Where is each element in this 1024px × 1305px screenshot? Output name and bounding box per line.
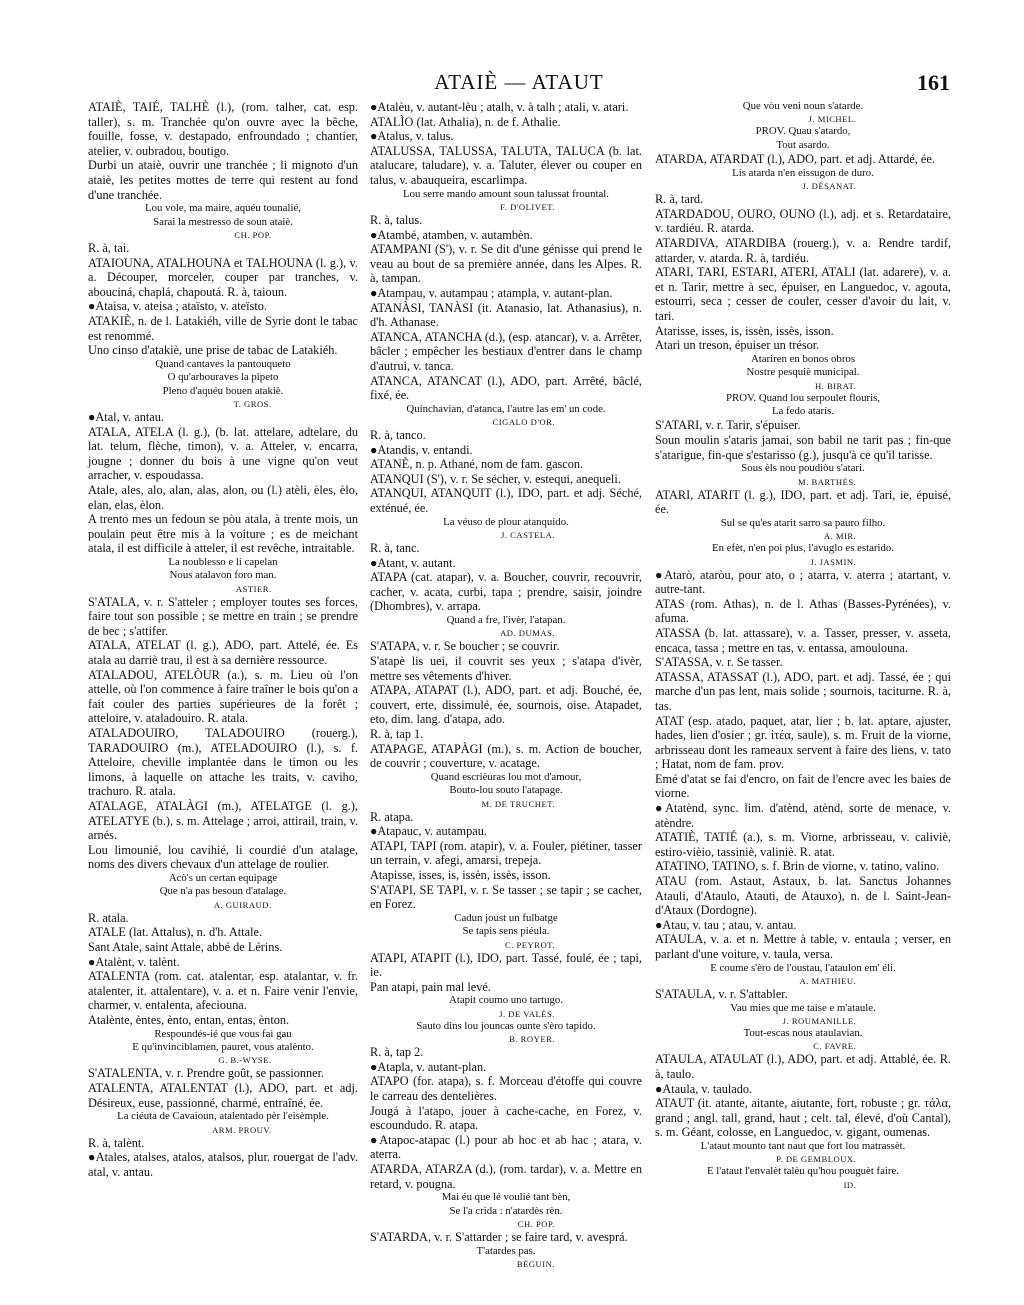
dictionary-entry: ATALAGE, ATALÀGI (m.), ATELATGE (l. g.), ATELATYE (b.), s. m. Attelage ; arroi, attirail, train, v. arnés. [88,799,359,843]
quotation-line: Quand a fre, l'ivèr, l'atapan. [446,614,566,627]
dictionary-entry: ATAT (esp. atado, paquet, atar, lier ; b. lat. aptare, ajuster, hades, lien d'osier ; gr. ἰτέα, saule), s. m. Fruit de la viorne, arbrisseau dont les rameaux servent à faire des liens, v. tato ; Hatat, nom de fam. prov. [655,713,951,772]
quotation-source: J. DÉSANAT. [802,181,857,192]
dictionary-entry: ATALADOUIRO, TALADOUIRO (rouerg.), TARADOUIRO (m.), ATELADOUIRO (l.), s. f. Atteloire, cheville implantée dans le timon ou les limons, à laquelle on attache les traits, v. caviho, trachuro. R. atala. [88,726,358,799]
page-header [88,70,950,96]
dictionary-entry: ATAKIÈ, n. de l. Latakiéh, ville de Syrie dont le tabac est renommé. [88,313,358,343]
dictionary-entry: R. à, tai. [88,240,130,255]
dictionary-entry: R. à, tap 2. [370,1045,424,1060]
quotation-source: BÉGUIN. [516,1258,555,1269]
quotation-source: T. GROS. [233,398,272,409]
quotation-line: Nostre pesquiè municipal. [746,366,860,379]
column-middle [370,100,642,1270]
quotation-source: J. JASMIN. [810,556,857,567]
dictionary-entry: S'ATARDA, v. r. S'attarder ; se faire tard, v. avesprá. [370,1229,628,1244]
quotation-source: A. MATHIEU. [799,976,857,986]
quotation-line: Quinchavian, d'atanca, l'autre las em' un code. [406,402,606,415]
dictionary-entry: Durbi un ataiè, ouvrir une tranchée ; li mignoto d'un ataiè, les petites mottes de terre qui restent au fond d'une tranchée. [88,158,358,202]
dictionary-entry: ●Atapauc, v. autampau. [370,824,487,839]
dictionary-entry: ●Atales, atalses, atalos, atalsos, plur. rouergat de l'adv. atal, v. antau. [88,1150,358,1179]
dictionary-entry: S'ATAPA, v. r. Se boucher ; se couvrir. [370,639,560,654]
dictionary-entry: S'atapè lis uei, il couvrit ses yeux ; s'atapa d'ivèr, mettre ses vêtements d'hiver. [370,654,642,683]
column-left [88,100,358,1179]
quotation-line: Atariren en bonos obros [750,352,856,365]
dictionary-entry: ATAU (rom. Astaut, Astaux, b. lat. Sanctus Johannes Atauli, d'Ataulo, Atauti, de Atauxo), n. de l. Saint-Jean-d'Ataux (Dordogne). [655,874,951,918]
dictionary-entry: ATALA, ATELAT (l. g.), ADO, part. Attelé, ée. Es atala au darriè trau, il est à sa dernière ressource. [88,638,358,668]
dictionary-entry: Atale, ales, alo, alan, alas, alon, ou (l.) atèli, èles, èlo, elan, elas, èlon. [88,482,358,512]
dictionary-entry: ATANÈ, n. p. Athané, nom de fam. gascon. [370,457,584,472]
quotation-source: J. CASTELA. [501,530,555,541]
quotation-line: PROV. Quand lou serpoulet flouris, [726,391,880,404]
dictionary-entry: ATARI, TARI, ESTARI, ATERI, ATALI (lat. adarere), v. a. et n. Tarir, mettre à sec, épuiser, en Languedoc, v. agouta, estourri, seca ; cesser de couler, cesser d'avoir du lait, v. tari. [655,265,951,323]
quotation-line: Se tapis sens piéula. [462,925,550,938]
quotation-line: Respoundés-ié que vous fai gau [154,1027,292,1040]
dictionary-entry: ATATINO, TATINO, s. f. Brin de viorne, v. tatino, valino. [655,859,940,874]
dictionary-entry: ●Atapla, v. autant-plan. [370,1059,487,1074]
quotation-line: PROV. Quau s'atardo, [755,125,851,138]
dictionary-entry: ●Atambé, atamben, v. autambèn. [370,227,533,242]
dictionary-entry: ●Atant, v. autant. [370,555,456,570]
quotation-source: P. DE GEMBLOUX. [776,1154,857,1165]
quotation-source: M. DE TRUCHET. [481,798,555,809]
dictionary-entry: S'ATARI, v. r. Tarir, s'épuiser. [655,418,801,433]
dictionary-entry: ATAULA, ATAULAT (l.), ADO, part. et adj. Attablé, ée. R. à, taulo. [655,1052,951,1081]
dictionary-entry: ATAS (rom. Athas), n. de l. Athas (Basses-Pyrénées), v. afuma. [655,596,951,626]
dictionary-entry: S'ATASSA, v. r. Se tasser. [655,655,783,670]
dictionary-entry: ATANÀSI, TANÀSI (it. Atanasio, lat. Athanasius), n. d'h. Athanase. [370,300,642,330]
dictionary-entry: ATAULA, v. a. et n. Mettre à table, v. entaula ; verser, en parlant d'une voiture, v. taula, versa. [655,932,951,961]
dictionary-entry: S'ATAPI, SE TAPI, v. r. Se tasser ; se tapir ; se cacher, en Forez. [370,882,642,912]
quotation-line: E qu'invinciblamen, pauret, vous atalènto. [132,1040,314,1053]
quotation-line: Quand escrièuras lou mot d'amour, [430,770,582,783]
dictionary-entry: R. à, tard. [655,192,704,207]
quotation-line: Se l'a crida : n'atardès rèn. [449,1204,563,1217]
dictionary-entry: ATARDA, ATARDAT (l.), ADO, part. et adj. Attardé, ée. [655,152,935,167]
dictionary-entry: ATAPA, ATAPAT (l.), ADO, part. et adj. Bouché, ée, couvert, erte, dissimulé, ée, sournois, oise. Atapadet, eto, dim. lang. d'atapa, ado. [370,683,642,727]
dictionary-entry: ●Atal, v. antau. [88,409,164,424]
dictionary-entry: ●Ataisa, v. ateisa ; ataïsto, v. ateïsto. [88,299,267,314]
quotation-source: CH. POP. [234,229,272,240]
dictionary-entry: R. à, talènt. [88,1135,145,1150]
quotation-source: A. MIR. [823,531,857,542]
dictionary-entry: ATARDIVA, ATARDIBA (rouerg.), v. a. Rendre tardif, attarder, v. atarda. R. à, tardiéu. [655,236,951,265]
dictionary-entry: ●Atampau, v. autampau ; atampla, v. autant-plan. [370,285,613,300]
dictionary-entry: R. à, tanco. [370,428,426,443]
quotation-line: Que n'a pas besoun d'atalage. [159,885,287,898]
dictionary-entry: ATASSA, ATASSAT (l.), ADO, part. et adj. Tassé, ée ; qui marche d'un pas lent, mais solide ; sournois, taciturne. R. à, tas. [655,669,951,713]
quotation-line: Nous atalavon foro man. [169,569,277,582]
quotation-line: Sauto dins lou jouncas ounte s'èro tapido. [416,1019,596,1032]
quotation-line: Mai éu que lé voulié tant bèn, [441,1191,571,1204]
dictionary-entry: ATALADOU, ATELÒUR (a.), s. m. Lieu où l'on attelle, où l'on commence à faire traîner le bois qu'on a fait couler des parties supérieures de la forêt ; atteloire, v. ataladouiro. R. atala. [88,667,358,726]
dictionary-entry: ATALE (lat. Attalus), n. d'h. Attale. [88,925,263,940]
dictionary-entry: ATAPO (for. atapa), s. f. Morceau d'étoffe qui couvre le carreau des dentelières. [370,1074,642,1103]
dictionary-entry: R. à, talus. [370,212,423,227]
quotation-line: Quand cantaves la pantouqueto [155,357,291,370]
quotation-line: T'atardes pas. [476,1244,536,1257]
dictionary-entry: ●Atau, v. tau ; atau, v. antau. [655,917,797,932]
dictionary-entry: R. à, tanc. [370,541,420,556]
quotation-line: E coume s'èro de l'oustau, l'ataulon em' éli. [710,961,896,974]
dictionary-entry: Jougá à l'atapo, jouer à cache-cache, en Forez, v. escoundudo. R. atapa. [370,1103,642,1133]
dictionary-entry: Uno cinso d'atakiè, une prise de tabac de Latakiéh. [88,343,338,358]
dictionary-entry: Soun moulin s'ataris jamai, son babil ne tarit pas ; fin-que s'atarigue, fin-que s'estarisso (g.), jusqu'à ce qu'il tarisse. [655,432,951,462]
dictionary-entry: ATANQUI, ATANQUIT (l.), IDO, part. et adj. Séché, exténué, ée. [370,486,642,516]
quotation-source: F. D'OLIVET. [500,201,555,212]
dictionary-entry: ●Atalèu, v. autant-lèu ; atalh, v. à talh ; atali, v. atari. [370,100,629,114]
dictionary-entry: Sant Atale, saint Attale, abbé de Lérins. [88,939,283,954]
quotation-source: J. MICHEL. [808,114,857,125]
dictionary-entry: ATAPI, TAPI (rom. atapir), v. a. Fouler, piétiner, tasser un terrain, v. afegi, amarsi, trepeja. [370,838,642,868]
quotation-source: CIGALO D'OR. [492,417,555,428]
quotation-line: La véuso de plour atanquido. [443,515,569,528]
dictionary-entry: ATALUSSA, TALUSSA, TALUTA, TALUCA (b. lat. atalucare, taludare), v. a. Taluter, élever ou couper en talus, v. abauqueira, escarlimpa. [370,143,642,187]
dictionary-entry: ATANQUI (S'), v. r. Se sécher, v. estequi, anequeli. [370,471,621,486]
dictionary-entry: ATARI, ATARIT (l. g.), IDO, part. et adj. Tari, ie, épuisé, ée. [655,487,951,517]
dictionary-entry: ATALÌO (lat. Athalia), n. de f. Athalie. [370,114,561,129]
dictionary-entry: Lou limounié, lou cavihié, li courdié d'un atalage, noms des divers chevaux d'un attelage de roulier. [88,842,358,872]
quotation-line: La ciéuta de Cavaioun, atalentado pèr l'eisèmple. [117,1110,329,1123]
dictionary-entry: Atari un treson, épuiser un trésor. [655,338,820,353]
dictionary-entry: Atarisse, isses, is, issèn, issès, isson. [655,323,834,338]
dictionary-entry: ●Atalus, v. talus. [370,129,454,144]
quotation-source: M. BARTHÉS. [798,476,857,487]
dictionary-entry: ATASSA (b. lat. attassare), v. a. Tasser, presser, v. asseta, encaca, tassa ; mettre en tas, v. entassa, amoulouna. [655,625,951,655]
quotation-line: Que vòu veni noun s'atarde. [742,100,864,112]
dictionary-entry: ATAIOUNA, ATALHOUNA et TALHOUNA (l. g.), v. a. Découper, morceler, couper par tranches, v. abouciná, chaplá, chapoutá. R. à, taioun. [88,255,358,299]
quotation-source: ARM. PROUV. [212,1124,272,1135]
dictionary-entry: ●Atarò, ataròu, pour ato, o ; atarra, v. aterra ; atartant, v. autre-tant. [655,567,951,597]
dictionary-entry: ATAPAGE, ATAPÀGI (m.), s. m. Action de boucher, de couvrir ; couverture, v. acatage. [370,741,642,771]
quotation-line: La fedo atarís. [771,404,835,417]
quotation-line: Lou serre mando amount soun talussat frountal. [403,187,609,200]
dictionary-entry: ATAPI, ATAPIT (l.), IDO, part. Tassé, foulé, ée ; tapi, ie. [370,950,642,980]
column-right [655,100,951,1191]
dictionary-entry: Emé d'atat se fai d'encro, on fait de l'encre avec les baies de viorne. [655,771,951,801]
dictionary-entry: ATAUT (it. atante, aitante, aiutante, fort, robuste ; gr. τάλα, grand ; angl. tall, grand, haut ; celt. tal, élevé, d'où Cantal), s. m. Géant, colosse, en Languedoc, v. gigant, oumenas. [655,1096,951,1140]
dictionary-entry: Pan atapi, pain mal levé. [370,979,491,994]
dictionary-entry: ATAMPANI (S'), v. r. Se dit d'une génisse qui prend le veau au bout de sa première année, dans les Alpes. R. à, tampan. [370,242,642,286]
quotation-line: Sous èls nou poudiòu s'atari. [741,462,865,475]
dictionary-entry: A trento mes un fedoun se pòu atala, à trente mois, un poulain peut être mis à la voiture ; es de meichant atala, il est difficile à atteler, il est revêche, intraitable. [88,512,358,556]
quotation-source: G. B.-WYSE. [218,1055,272,1066]
dictionary-entry: ●Atatènd, sync. lim. d'atènd, atènd, sorte de menace, v. atèndre. [655,801,951,830]
quotation-line: Tout asardo. [776,138,830,151]
quotation-line: Sul se qu'es atarit sarro sa pauro filho. [720,516,886,529]
quotation-line: E l'ataut l'envalèt talèu qu'hou pouguèt faire. [706,1165,899,1178]
quotation-line: Sarai la mestresso de soun ataiè. [153,215,293,228]
dictionary-entry: Atalènte, èntes, ènto, entan, entas, ènton. [88,1012,290,1027]
quotation-line: L'ataut mounto tant naut que fort lou matrassèt. [700,1139,906,1152]
dictionary-entry: ATARDA, ATARZA (d.), (rom. tardar), v. a. Mettre en retard, v. pougna. [370,1161,642,1191]
dictionary-entry: ●Atandis, v. entandi. [370,442,473,457]
quotation-line: En efèt, n'en poi plus, l'avuglo es estarido. [712,542,894,555]
dictionary-entry: ATALA, ATELA (l. g.), (b. lat. attelare, adtelare, du lat. telum, flèche, timon), v. a. Atteler, v. encarra, jougne ; donner du bois à une vigne qu'on veut arracher, v. espoudassa. [88,424,358,483]
dictionary-entry: ●Atalènt, v. talènt. [88,954,180,969]
quotation-source: AD. DUMAS. [500,628,555,639]
quotation-line: Cadun joust un fulbatge [454,911,558,924]
dictionary-entry: S'ATAULA, v. r. S'attabler. [655,987,788,1001]
dictionary-entry: S'ATALA, v. r. S'atteler ; employer toutes ses forces, faire tout son possible ; se mettre en train ; se prendre de bec ; s'attifer. [88,594,358,638]
quotation-source: ID. [843,1179,857,1190]
running-title: ATAIÈ — ATAUT [434,70,604,94]
dictionary-entry: ATANCA, ATANCHA (d.), (esp. atancar), v. a. Arrêter, bâcler ; empêcher les bestiaux d'entrer dans le champ d'autrui, v. tanca. [370,329,642,373]
dictionary-entry: R. atapa. [370,809,414,824]
quotation-source: CH. POP. [517,1218,555,1229]
dictionary-entry: ATARDADOU, OURO, OUNO (l.), adj. et s. Retardataire, v. tardiéu. R. atarda. [655,206,951,236]
dictionary-entry: ATAIÈ, TAIÉ, TALHÈ (l.), (rom. talher, cat. esp. taller), s. m. Tranchée qu'on ouvre avec la bêche, fouille, fosse, v. destapado, enfroundado ; chantier, atelier, v. oubradou, boutigo. [88,100,358,158]
quotation-line: Tout-escas nous ataulavian. [743,1027,863,1039]
quotation-source: C. PEYROT. [505,939,555,950]
dictionary-entry: ATALENTA, ATALENTAT (l.), ADO, part. et adj. Désireux, euse, passionné, charmé, entraîné, ée. [88,1080,358,1110]
quotation-line: Lis atarda n'en eissugon de duro. [732,166,874,179]
quotation-source: ASTIER. [235,583,272,594]
quotation-source: J. DE VALÈS. [499,1008,555,1019]
quotation-line: O qu'arbouraves la pipeto [167,371,279,384]
quotation-line: Acò's un certan equipage [168,871,278,884]
dictionary-entry: ATATIÈ, TATIÉ (a.), s. m. Viorne, arbrisseau, v. caliviè, estiro-vièio, tassiniè, valiniè. R. atat. [655,830,951,859]
quotation-line: Pleno d'aquéu bouen atakiè. [162,384,284,397]
quotation-source: J. ROUMANILLE. [782,1016,857,1026]
dictionary-entry: ATALENTA (rom. cat. atalentar, esp. atalantar, v. fr. atalenter, it. attalentare), v. a. et n. Faire venir l'envie, charmer, v. entalenta, afeciouna. [88,969,358,1013]
quotation-line: La noublesso e li capelan [168,555,278,568]
dictionary-entry: R. à, tap 1. [370,727,424,741]
quotation-line: Vau mies que me taise e m'ataule. [730,1001,876,1014]
quotation-source: C. FAVRE. [813,1041,857,1052]
quotation-line: Lou vole, ma maire, aquéu tounalié, [145,202,301,215]
dictionary-entry: ●Atapoc-atapac (l.) pour ab hoc et ab hac ; atara, v. aterra. [370,1132,642,1162]
quotation-source: B. ROYER. [509,1034,555,1045]
quotation-source: H. BIRAT. [814,380,857,391]
dictionary-entry: Atapisse, isses, is, issèn, issès, isson. [370,867,551,882]
page-number: 161 [917,70,950,95]
dictionary-entry: R. atala. [88,910,129,925]
dictionary-entry: ATANCA, ATANCAT (l.), ADO, part. Arrêté, bâclé, fixé, ée. [370,373,642,403]
quotation-line: Atapit coumo uno tartugo. [449,994,563,1007]
quotation-source: A. GUIRAUD. [213,899,272,910]
quotation-line: Bouto-lou souto l'atapage. [449,784,563,797]
dictionary-entry: ●Ataula, v. taulado. [655,1081,753,1096]
dictionary-entry: S'ATALENTA, v. r. Prendre goût, se passionner. [88,1066,325,1081]
dictionary-entry: ATAPA (cat. atapar), v. a. Boucher, couvrir, recouvrir, cacher, v. acata, curbi, tapa ; prendre, saisir, joindre (Dhombres), v. arrapa. [370,570,642,614]
